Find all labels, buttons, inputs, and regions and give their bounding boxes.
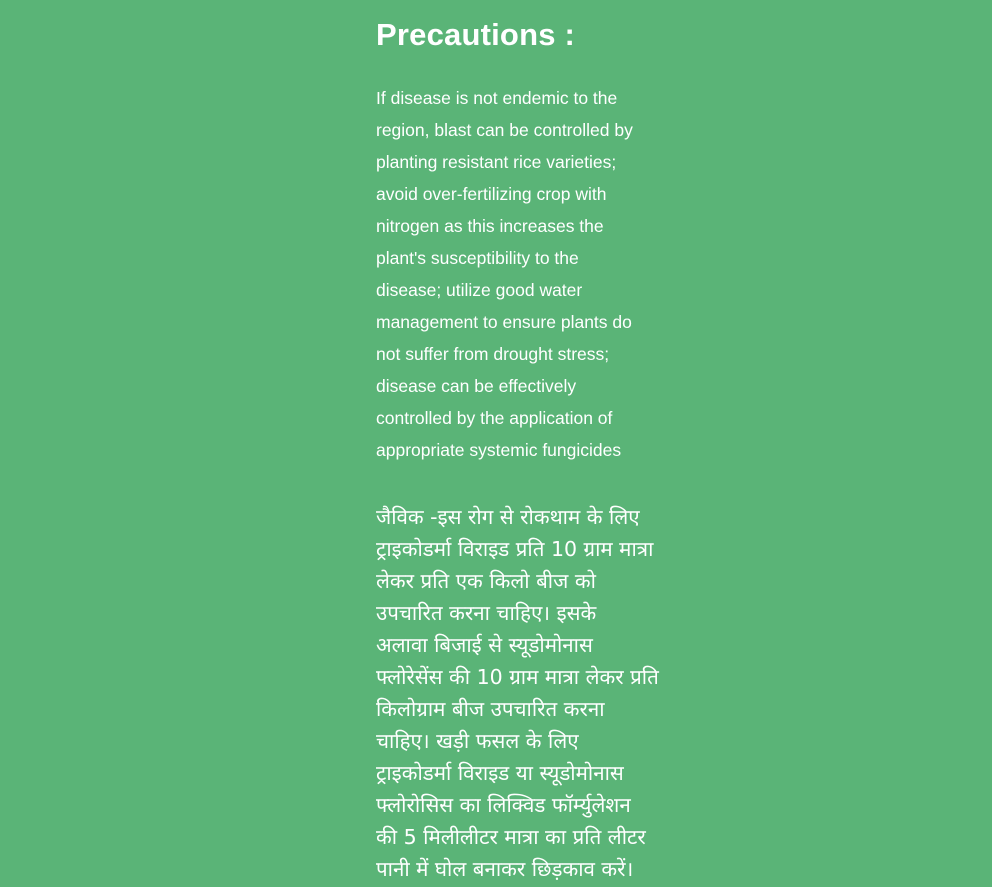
hindi-line: पानी में घोल बनाकर छिड़काव करें। [376, 857, 634, 881]
hindi-line: की 5 मिलीलीटर मात्रा का प्रति लीटर [376, 825, 646, 849]
section-title: Precautions : [376, 17, 575, 52]
english-line: not suffer from drought stress; [376, 344, 610, 364]
hindi-paragraph [376, 501, 666, 885]
hindi-line: जैविक -इस रोग से रोकथाम के लिए [376, 505, 640, 529]
english-line: avoid over-fertilizing crop with [376, 184, 607, 204]
hindi-line: अलावा बिजाई से स्यूडोमोनास [376, 633, 593, 657]
english-line: disease; utilize good water [376, 280, 583, 300]
precautions-section [376, 14, 666, 881]
english-paragraph [376, 82, 661, 466]
english-line: planting resistant rice varieties; [376, 152, 617, 172]
hindi-line: ट्राइकोडर्मा विराइड प्रति 10 ग्राम मात्रा [376, 537, 654, 561]
hindi-line: किलोग्राम बीज उपचारित करना [376, 697, 605, 721]
hindi-line: उपचारित करना चाहिए। इसके [376, 601, 597, 625]
hindi-line: लेकर प्रति एक किलो बीज को [376, 569, 596, 593]
english-line: disease can be effectively [376, 376, 577, 396]
hindi-line: चाहिए। खड़ी फसल के लिए [376, 729, 579, 753]
english-line: nitrogen as this increases the [376, 216, 604, 236]
english-line: controlled by the application of [376, 408, 613, 428]
english-line: region, blast can be controlled by [376, 120, 633, 140]
hindi-line: फ्लोरोसिस का लिक्विड फॉर्म्युलेशन [376, 793, 631, 817]
hindi-line: फ्लोरेसेंस की 10 ग्राम मात्रा लेकर प्रति [376, 665, 659, 689]
english-line: management to ensure plants do [376, 312, 632, 332]
english-line: If disease is not endemic to the [376, 88, 618, 108]
english-line: appropriate systemic fungicides [376, 440, 622, 460]
english-line: plant's susceptibility to the [376, 248, 579, 268]
hindi-line: ट्राइकोडर्मा विराइड या स्यूडोमोनास [376, 761, 624, 785]
